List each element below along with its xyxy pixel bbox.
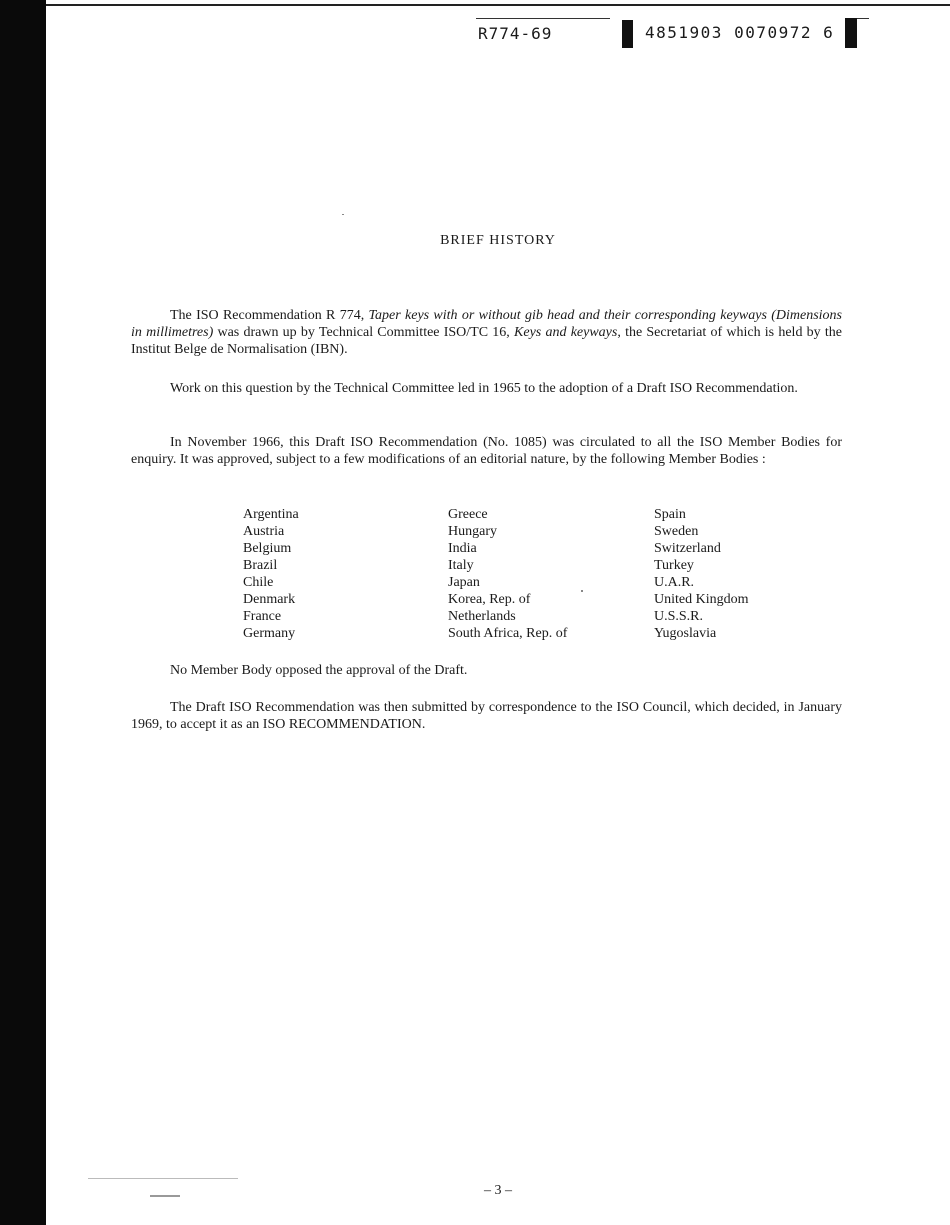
list-item: Argentina bbox=[243, 507, 299, 522]
list-item: Denmark bbox=[243, 592, 296, 607]
member-column-3 bbox=[654, 506, 749, 642]
list-item: Switzerland bbox=[654, 541, 721, 556]
paragraph-4: No Member Body opposed the approval of the Draft. bbox=[170, 663, 468, 678]
member-column-1 bbox=[243, 506, 299, 642]
list-item: Greece bbox=[448, 507, 488, 522]
list-item: Brazil bbox=[243, 558, 278, 573]
header-mark-left bbox=[622, 20, 633, 48]
paragraph-2: Work on this question by the Technical Committee led in 1965 to the adoption of a Draft ISO Recommendation. bbox=[170, 381, 798, 396]
list-item: India bbox=[448, 541, 477, 556]
document-code: 4851903 0070972 6 bbox=[645, 23, 835, 42]
list-item: Chile bbox=[243, 575, 274, 590]
list-item: Turkey bbox=[654, 558, 694, 573]
list-item: France bbox=[243, 609, 282, 624]
list-item: Austria bbox=[243, 524, 285, 539]
list-item: United Kingdom bbox=[654, 592, 749, 607]
scan-speck bbox=[150, 1195, 180, 1197]
list-item: Sweden bbox=[654, 524, 699, 539]
scan-speck bbox=[342, 214, 344, 215]
paragraph-1-part-e: , the Secretariat of which is held by the Institut Belge de Normalisation (IBN). bbox=[131, 325, 842, 357]
scan-speck bbox=[88, 1178, 238, 1179]
paragraph-1 bbox=[131, 307, 842, 358]
list-item: U.S.S.R. bbox=[654, 609, 704, 624]
list-item: Italy bbox=[448, 558, 474, 573]
list-item: Belgium bbox=[243, 541, 292, 556]
scan-edge bbox=[0, 0, 46, 1225]
paragraph-1-part-d: Keys and keyways bbox=[514, 325, 618, 340]
page-title: BRIEF HISTORY bbox=[440, 233, 556, 248]
list-item: Korea, Rep. of bbox=[448, 592, 531, 607]
header-rule-right bbox=[857, 18, 869, 19]
list-item: Japan bbox=[448, 575, 480, 590]
paragraph-1-part-c: was drawn up by Technical Committee ISO/TC 16, bbox=[213, 325, 515, 340]
list-item: Germany bbox=[243, 626, 296, 641]
list-item: Spain bbox=[654, 507, 686, 522]
paragraph-1-part-a: The ISO Recommendation R 774, bbox=[170, 308, 369, 323]
list-item: Yugoslavia bbox=[654, 626, 717, 641]
member-column-2 bbox=[448, 506, 567, 642]
scan-speck bbox=[581, 590, 583, 592]
top-rule bbox=[46, 4, 950, 6]
paragraph-3: In November 1966, this Draft ISO Recommendation (No. 1085) was circulated to all the ISO Member Bodies for enquiry. It was approved, subject to a few modifications of an editorial nature, by the following Member Bodies : bbox=[131, 435, 842, 467]
paragraph-1-part-b: Taper keys with or without gib head and their corresponding keyways (Dimensions in millimetres) bbox=[131, 308, 842, 340]
list-item: Netherlands bbox=[448, 609, 516, 624]
document-reference: R774-69 bbox=[478, 24, 553, 43]
list-item: U.A.R. bbox=[654, 575, 695, 590]
header-mark-right bbox=[845, 18, 857, 48]
header-rule-left bbox=[476, 18, 610, 19]
list-item: Hungary bbox=[448, 524, 497, 539]
list-item: South Africa, Rep. of bbox=[448, 626, 568, 641]
paragraph-5: The Draft ISO Recommendation was then submitted by correspondence to the ISO Council, which decided, in January 1969, to accept it as an ISO RECOMMENDATION. bbox=[131, 700, 842, 732]
page-number: – 3 – bbox=[484, 1183, 512, 1198]
